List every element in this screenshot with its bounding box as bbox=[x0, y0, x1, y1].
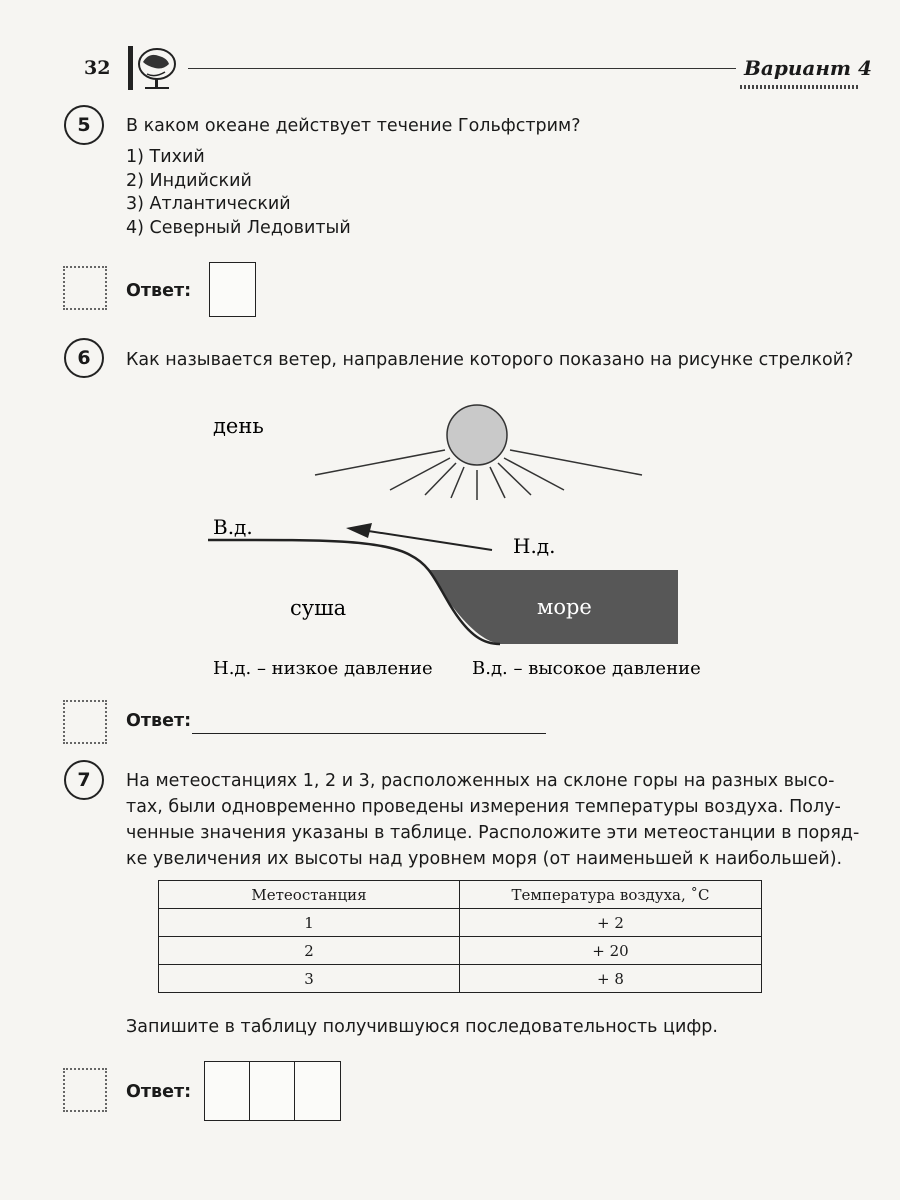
question-number-6: 6 bbox=[64, 338, 104, 378]
table-cell-station: 2 bbox=[159, 937, 460, 965]
table-cell-temperature: + 20 bbox=[460, 937, 762, 965]
option-2[interactable]: 2) Индийский bbox=[126, 170, 252, 191]
question-5-options bbox=[126, 146, 351, 240]
table-row bbox=[159, 937, 762, 965]
label-low: Н.д. bbox=[513, 534, 556, 558]
table-header-station: Метеостанция bbox=[159, 881, 460, 909]
variant-title: Вариант 4 bbox=[744, 56, 872, 80]
question-7-line-3: ченные значения указаны в таблице. Расположите эти метеостанции в поряд- bbox=[126, 823, 860, 843]
table-row bbox=[159, 909, 762, 937]
score-box-6 bbox=[63, 700, 107, 744]
table-cell-station: 1 bbox=[159, 909, 460, 937]
answer-cell-7-3[interactable] bbox=[294, 1061, 341, 1121]
table-header-temperature: Температура воздуха, ˚С bbox=[460, 881, 762, 909]
breeze-diagram bbox=[150, 390, 750, 690]
option-1[interactable]: 1) Тихий bbox=[126, 147, 205, 167]
label-sea: море bbox=[537, 595, 592, 619]
answer-line-6[interactable] bbox=[192, 733, 546, 734]
answer-cell-7-1[interactable] bbox=[204, 1061, 251, 1121]
answer-cell-5[interactable] bbox=[209, 262, 256, 317]
page-number: 32 bbox=[84, 57, 111, 79]
label-high: В.д. bbox=[213, 515, 253, 539]
label-day: день bbox=[213, 414, 264, 438]
variant-underline bbox=[740, 85, 858, 89]
legend-high: В.д. – высокое давление bbox=[472, 658, 701, 679]
header-rule bbox=[188, 68, 736, 69]
question-5-text: В каком океане действует течение Гольфстрим? bbox=[126, 116, 581, 136]
question-7-line-4: ке увеличения их высоты над уровнем моря (от наименьшей к наибольшей). bbox=[126, 849, 843, 869]
answer-label-7: Ответ: bbox=[126, 1082, 192, 1102]
table-cell-temperature: + 2 bbox=[460, 909, 762, 937]
question-7-line-1: На метеостанциях 1, 2 и 3, расположенных на склоне горы на разных высо- bbox=[126, 771, 835, 791]
label-land: суша bbox=[290, 596, 347, 620]
question-7-line-2: тах, были одновременно проведены измерения температуры воздуха. Полу- bbox=[126, 797, 841, 817]
globe-tree-icon bbox=[127, 44, 183, 92]
table-cell-temperature: + 8 bbox=[460, 965, 762, 993]
table-cell-station: 3 bbox=[159, 965, 460, 993]
table-header-row bbox=[159, 881, 762, 909]
sun-icon bbox=[447, 405, 507, 465]
table-row bbox=[159, 965, 762, 993]
answer-label-5: Ответ: bbox=[126, 281, 192, 301]
score-box-7 bbox=[63, 1068, 107, 1112]
question-6-text: Как называется ветер, направление которого показано на рисунке стрелкой? bbox=[126, 350, 854, 370]
stations-table bbox=[158, 880, 762, 993]
legend-low: Н.д. – низкое давление bbox=[213, 658, 433, 679]
option-4[interactable]: 4) Северный Ледовитый bbox=[126, 217, 351, 238]
score-box-5 bbox=[63, 266, 107, 310]
arrow-head bbox=[346, 523, 372, 538]
question-number-7: 7 bbox=[64, 760, 104, 800]
answer-cell-7-2[interactable] bbox=[249, 1061, 296, 1121]
question-7-text bbox=[126, 768, 866, 872]
question-number-5: 5 bbox=[64, 105, 104, 145]
answer-label-6: Ответ: bbox=[126, 711, 192, 731]
option-3[interactable]: 3) Атлантический bbox=[126, 194, 291, 214]
question-7-instruction: Запишите в таблицу получившуюся последовательность цифр. bbox=[126, 1017, 718, 1037]
